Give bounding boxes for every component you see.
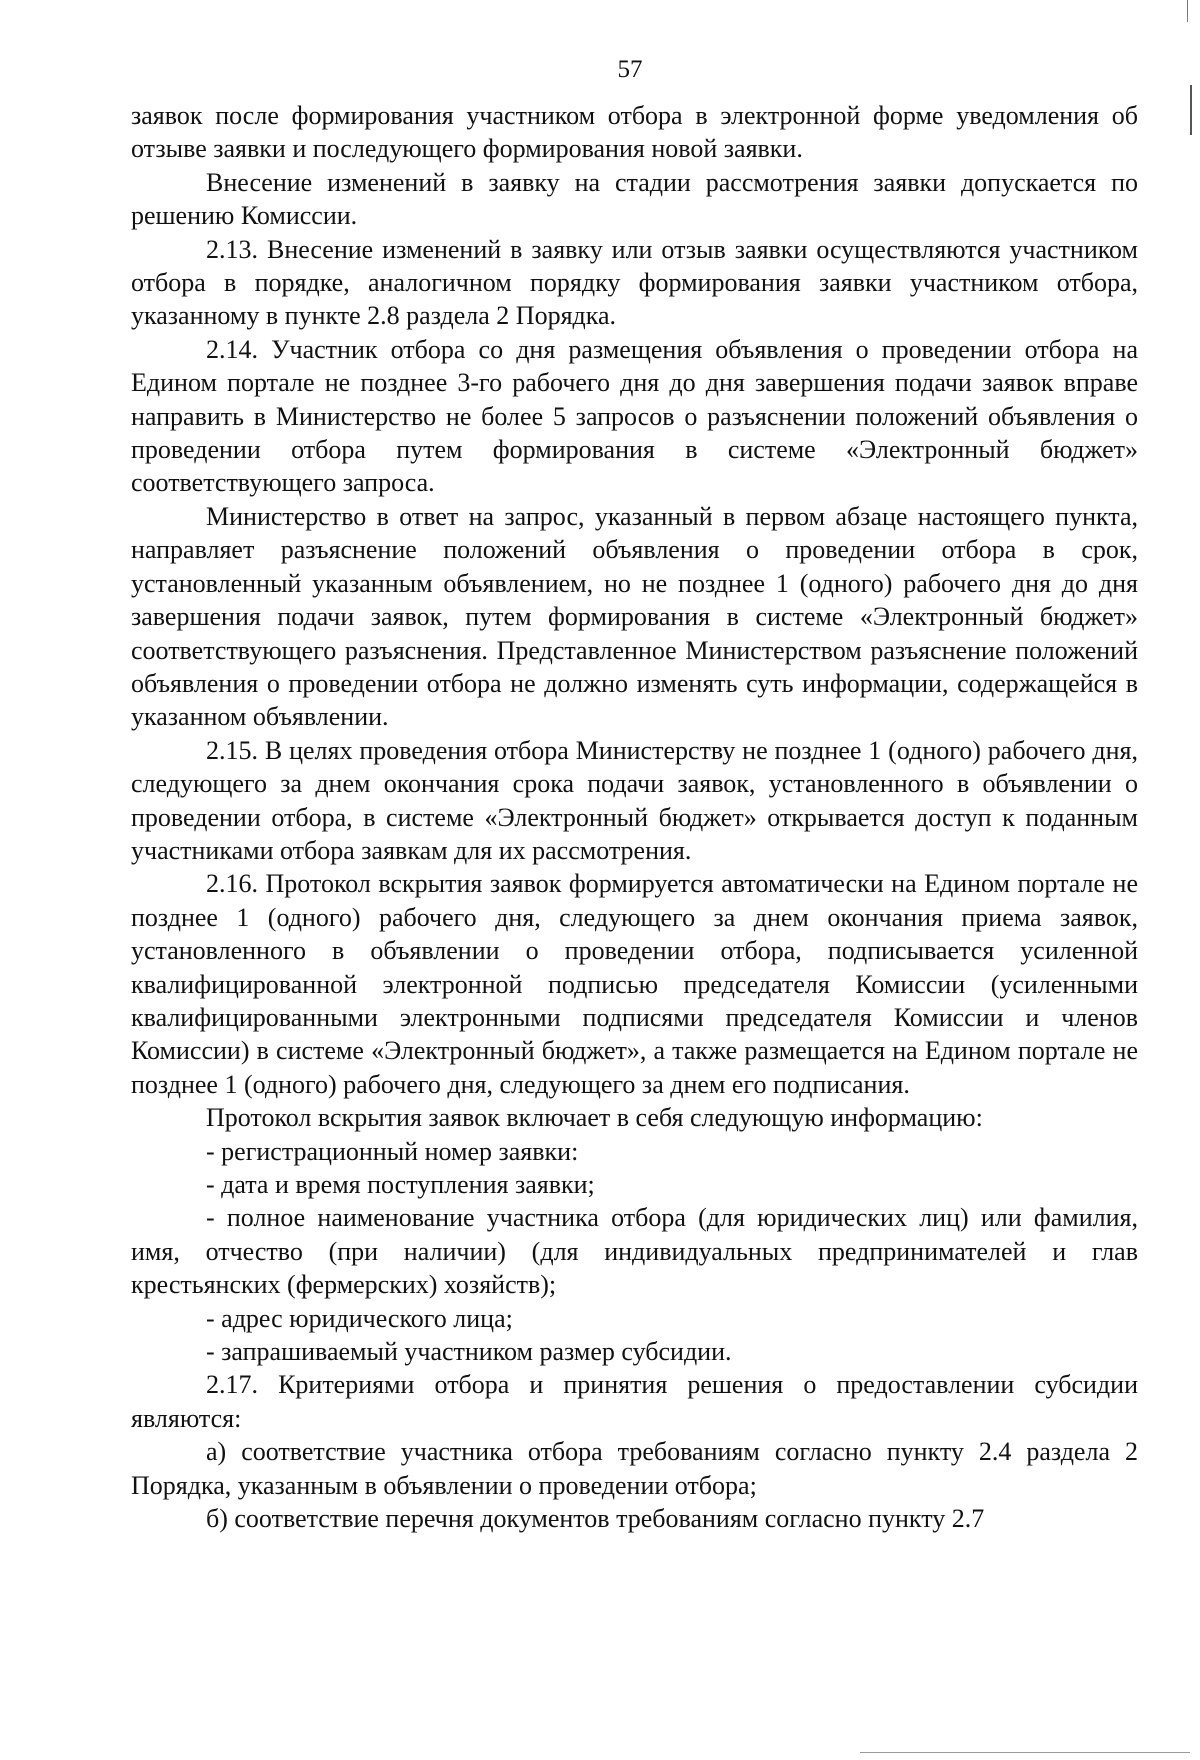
paragraph-2-13: 2.13. Внесение изменений в заявку или отзыв заявки осуществляются участником отбора в порядке, аналогичном порядку формирования заявки участником отбора, указанному в пункте 2.8 раздела 2 Порядка. (131, 234, 1138, 331)
paragraph-2-15: 2.15. В целях проведения отбора Министерству не позднее 1 (одного) рабочего дня, следующего за днем окончания срока подачи заявок, установленного в объявлении о проведении отбора, в системе «Электронный бюджет» открывается доступ к поданным участниками отбора заявкам для их рассмотрения. (131, 735, 1138, 865)
paragraph-2-14: 2.14. Участник отбора со дня размещения объявления о проведении отбора на Едином портале не позднее 3-го рабочего дня до дня завершения подачи заявок вправе направить в Министерство не более 5 запросов о разъяснении положений объявления о проведении отбора путем формирования в системе «Электронный бюджет» соответствующего запроса. (131, 334, 1138, 498)
paragraph: Протокол вскрытия заявок включает в себя следующую информацию: (206, 1103, 983, 1133)
list-item: - запрашиваемый участником размер субсидии. (206, 1337, 732, 1367)
paragraph-2-17: 2.17. Критериями отбора и принятия решения о предоставлении субсидии являются: (131, 1370, 1138, 1433)
document-body (131, 99, 1138, 1535)
paragraph-2-16: 2.16. Протокол вскрытия заявок формируется автоматически на Едином портале не позднее 1 (одного) рабочего дня, следующего за днем окончания приема заявок, установленного в объявлении о проведении отбора, подписывается усиленной квалифицированной электронной подписью председателя Комиссии (усиленными квалифицированными электронными подписями председателя Комиссии и членов Комиссии) в системе «Электронный бюджет», а также размещается на Едином портале не позднее 1 (одного) рабочего дня, следующего за днем его подписания. (131, 869, 1138, 1099)
list-item: - регистрационный номер заявки: (206, 1136, 579, 1166)
scan-bottom-line (860, 1752, 1190, 1753)
list-item: - полное наименование участника отбора (для юридических лиц) или фамилия, имя, отчество (при наличии) (для индивидуальных предпринимателей и глав крестьянских (фермерских) хозяйств); (131, 1203, 1138, 1300)
paragraph-continuation: заявок после формирования участником отбора в электронной форме уведомления об отзыве заявки и последующего формирования новой заявки. (131, 101, 1138, 164)
paragraph: Внесение изменений в заявку на стадии рассмотрения заявки допускается по решению Комиссии. (131, 167, 1138, 231)
scan-edge-mark (1190, 85, 1192, 135)
paragraph: Министерство в ответ на запрос, указанный в первом абзаце настоящего пункта, направляет разъяснение положений объявления о проведении отбора в срок, установленный указанным объявлением, но не позднее 1 (одного) рабочего дня до дня завершения подачи заявок, путем формирования в системе «Электронный бюджет» соответствующего разъяснения. Представленное Министерством разъяснение положений объявления о проведении отбора не должно изменять суть информации, содержащейся в указанном объявлении. (131, 501, 1138, 732)
page-number: 57 (617, 56, 643, 83)
criteria-item-a: а) соответствие участника отбора требованиям согласно пункту 2.4 раздела 2 Порядка, указанным в объявлении о проведении отбора; (131, 1437, 1138, 1500)
scan-edge-mark-top (1187, 0, 1188, 22)
list-item: - адрес юридического лица; (206, 1303, 513, 1333)
criteria-item-b: б) соответствие перечня документов требованиям согласно пункту 2.7 (206, 1504, 985, 1534)
list-item: - дата и время поступления заявки; (206, 1170, 595, 1199)
